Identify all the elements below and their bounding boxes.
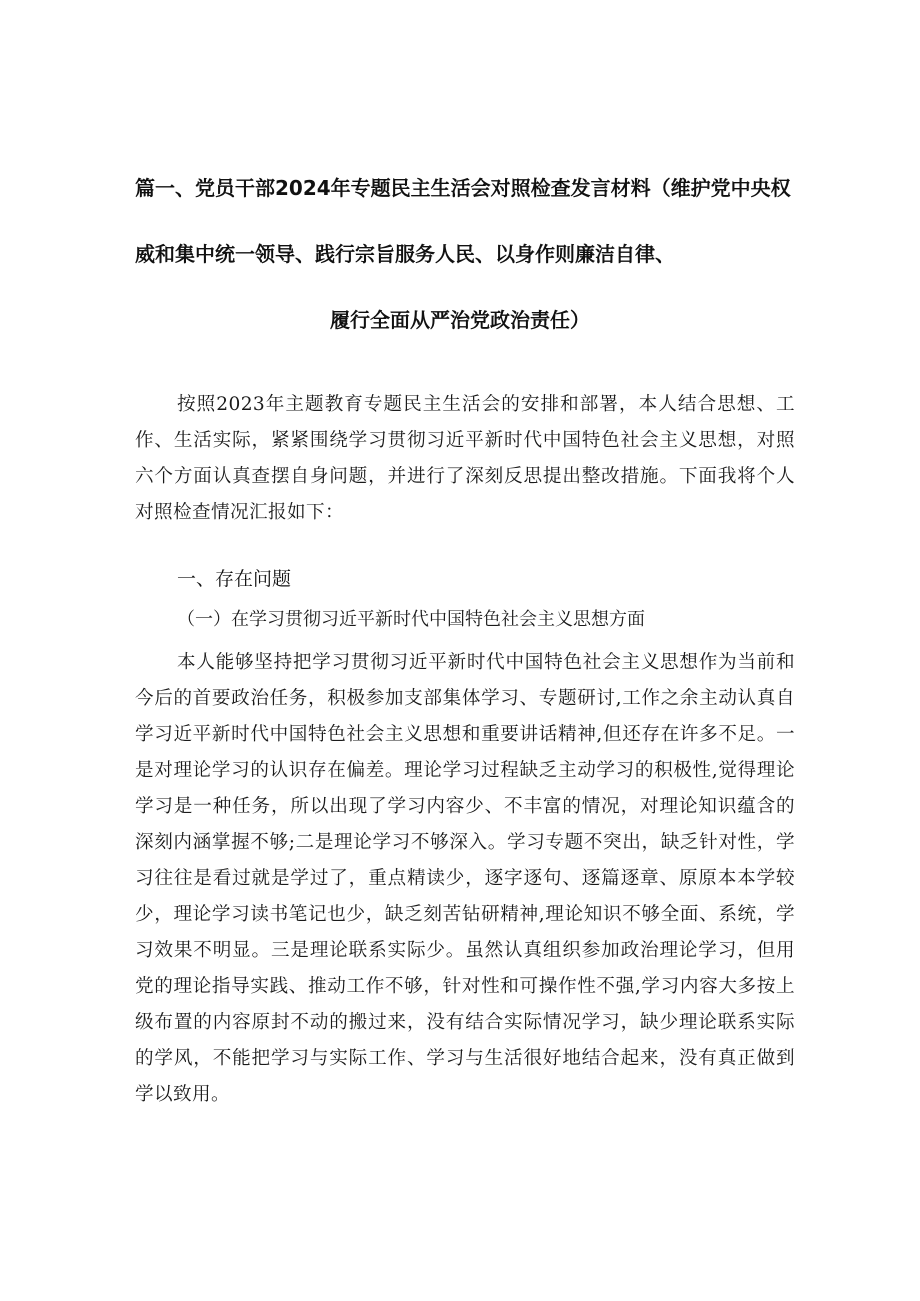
subsection-heading: （一）在学习贯彻习近平新时代中国特色社会主义思想方面 <box>177 609 645 630</box>
section-heading: 一、存在问题 <box>177 568 292 590</box>
document-title <box>135 170 791 368</box>
intro-section <box>135 387 795 531</box>
intro-paragraph: 按照2023年主题教育专题民主生活会的安排和部署，本人结合思想、工作、生活实际，紧紧围绕学习贯彻习近平新时代中国特色社会主义思想，对照六个方面认真查摆自身问题，并进行了深刻反思提出整改措施。下面我将个人对照检查情况汇报如下： <box>135 394 795 523</box>
section-paragraph: 本人能够坚持把学习贯彻习近平新时代中国特色社会主义思想作为当前和今后的首要政治任务，积极参加支部集体学习、专题研讨,工作之余主动认真自学习近平新时代中国特色社会主义思想和重要讲话精神,但还存在许多不足。一是对理论学习的认识存在偏差。理论学习过程缺乏主动学习的积极性,觉得理论学习是一种任务，所以出现了学习内容少、不丰富的情况，对理论知识蕴含的深刻内涵掌握不够;二是理论学习不够深入。学习专题不突出，缺乏针对性，学习往往是看过就是学过了，重点精读少，逐字逐句、逐篇逐章、原原本本学较少，理论学习读书笔记也少，缺乏刻苦钻研精神,理论知识不够全面、系统，学习效果不明显。三是理论联系实际少。虽然认真组织参加政治理论学习，但用党的理论指导实践、推动工作不够，针对性和可操作性不强,学习内容大多按上级布置的内容原封不动的搬过来，没有结合实际情况学习，缺少理论联系实际的学风，不能把学习与实际工作、学习与生活很好地结合起来，没有真正做到学以致用。 <box>135 652 795 1105</box>
section-body <box>135 645 795 1113</box>
title-line-3: 履行全面从严治党政治责任） <box>330 308 590 332</box>
title-line-2: 威和集中统一领导、践行宗旨服务人民、以身作则廉洁自律、 <box>135 242 675 266</box>
title-line-1: 篇一、党员干部2024年专题民主生活会对照检查发言材料（维护党中央权 <box>135 176 791 200</box>
